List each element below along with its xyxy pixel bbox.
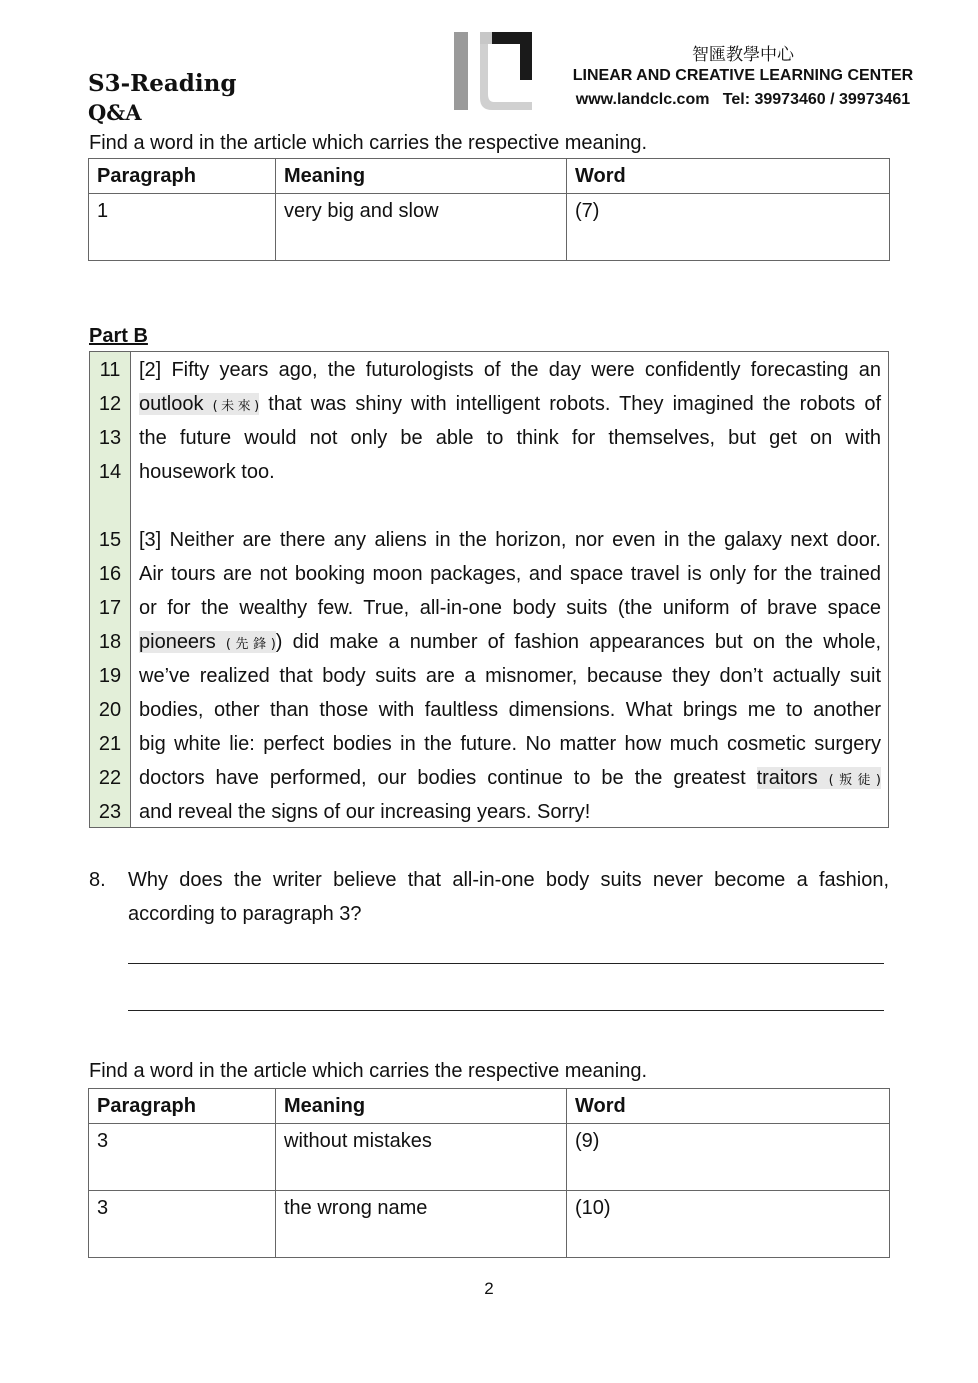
- vocab-highlight: [139, 393, 259, 415]
- line-number: 12: [98, 393, 122, 415]
- center-name-english: LINEAR AND CREATIVE LEARNING CENTER: [572, 67, 914, 84]
- center-name-chinese: 智匯教學中心: [692, 45, 794, 65]
- cell-word-answer[interactable]: (7): [567, 194, 890, 261]
- section1-instruction: Find a word in the article which carries the respective meaning.: [89, 132, 648, 154]
- table-header-row: [89, 1089, 890, 1124]
- line-number: 18: [98, 631, 122, 653]
- line-number: 11: [99, 359, 121, 381]
- vocab-word: pioneers: [139, 631, 216, 653]
- question-text-line1: Why does the writer believe that all-in-one body suits never become a fashion,: [128, 869, 889, 891]
- cell-paragraph: 1: [89, 194, 276, 261]
- table-row: [89, 1191, 890, 1258]
- passage-line: housework too.: [139, 461, 275, 483]
- vocab-word: traitors: [756, 767, 818, 789]
- passage-line: [3] Neither are there any aliens in the horizon, nor even in the galaxy next door.: [139, 529, 881, 551]
- line-number: 19: [98, 665, 122, 687]
- passage-line: or for the wealthy few. True, all-in-one body suits (the uniform of brave space: [139, 597, 881, 619]
- passage-text: doctors have performed, our bodies continue to be the greatest: [139, 767, 757, 789]
- answer-line[interactable]: [128, 1010, 884, 1011]
- vocab-gloss: (叛徒): [828, 773, 881, 788]
- passage-line: [139, 387, 881, 424]
- section2-table: [88, 1088, 890, 1258]
- vocab-highlight: [139, 631, 276, 653]
- line-number: 15: [98, 529, 122, 551]
- cell-meaning: the wrong name: [276, 1191, 567, 1258]
- section2-instruction: Find a word in the article which carries the respective meaning.: [89, 1060, 648, 1082]
- cell-word-answer[interactable]: (10): [567, 1191, 890, 1258]
- vocab-highlight: [757, 767, 881, 789]
- passage-line: big white lie: perfect bodies in the future. No matter how much cosmetic surgery: [139, 733, 881, 755]
- col-header-paragraph: Paragraph: [89, 159, 276, 194]
- line-number: 22: [98, 767, 122, 789]
- passage-line: [139, 761, 881, 798]
- passage-line: the future would not only be able to think for themselves, but get on with: [139, 427, 881, 449]
- line-number: 16: [98, 563, 122, 585]
- question-number: 8.: [89, 869, 106, 891]
- cell-word-answer[interactable]: (9): [567, 1124, 890, 1191]
- col-header-word: Word: [567, 159, 890, 194]
- passage-line: we’ve realized that body suits are a misnomer, because they don’t actually suit: [139, 665, 881, 687]
- page-number: 2: [484, 1279, 494, 1298]
- line-number: 17: [98, 597, 122, 619]
- cell-paragraph: 3: [89, 1191, 276, 1258]
- passage-line: [139, 625, 881, 662]
- passage-line: Air tours are not booking moon packages, and space travel is only for the trained: [139, 563, 881, 585]
- question-text-line2: according to paragraph 3?: [128, 903, 362, 925]
- cell-paragraph: 3: [89, 1124, 276, 1191]
- center-contact: www.landclc.com Tel: 39973460 / 39973461: [575, 91, 911, 108]
- part-b-heading: Part B: [89, 325, 148, 347]
- reading-passage: [89, 351, 889, 828]
- vocab-word: outlook: [139, 393, 204, 415]
- passage-line: [2] Fifty years ago, the futurologists of the day were confidently forecasting an: [139, 359, 881, 381]
- line-number: 21: [98, 733, 122, 755]
- cell-meaning: very big and slow: [276, 194, 567, 261]
- center-logo: [450, 30, 536, 112]
- passage-text: ) did make a number of fashion appearances but on the whole,: [275, 631, 882, 653]
- vocab-gloss: (未來): [212, 399, 260, 414]
- passage-line: and reveal the signs of our increasing years. Sorry!: [139, 801, 591, 823]
- page-title: S3-Reading: [88, 70, 237, 97]
- cell-meaning: without mistakes: [276, 1124, 567, 1191]
- vocab-gloss: (先鋒): [225, 637, 276, 652]
- table-row: [89, 194, 890, 261]
- passage-line: bodies, other than those with faultless dimensions. What brings me to another: [139, 699, 881, 721]
- col-header-meaning: Meaning: [276, 159, 567, 194]
- table-header-row: [89, 159, 890, 194]
- line-number: 20: [98, 699, 122, 721]
- col-header-meaning: Meaning: [276, 1089, 567, 1124]
- answer-line[interactable]: [128, 963, 884, 964]
- table-row: [89, 1124, 890, 1191]
- passage-text: that was shiny with intelligent robots. They imagined the robots of: [259, 393, 881, 415]
- line-number: 14: [98, 461, 122, 483]
- col-header-word: Word: [567, 1089, 890, 1124]
- col-header-paragraph: Paragraph: [89, 1089, 276, 1124]
- line-number: 23: [98, 801, 122, 823]
- line-number: 13: [98, 427, 122, 449]
- page-subtitle: Q&A: [88, 100, 142, 125]
- section1-table: [88, 158, 890, 261]
